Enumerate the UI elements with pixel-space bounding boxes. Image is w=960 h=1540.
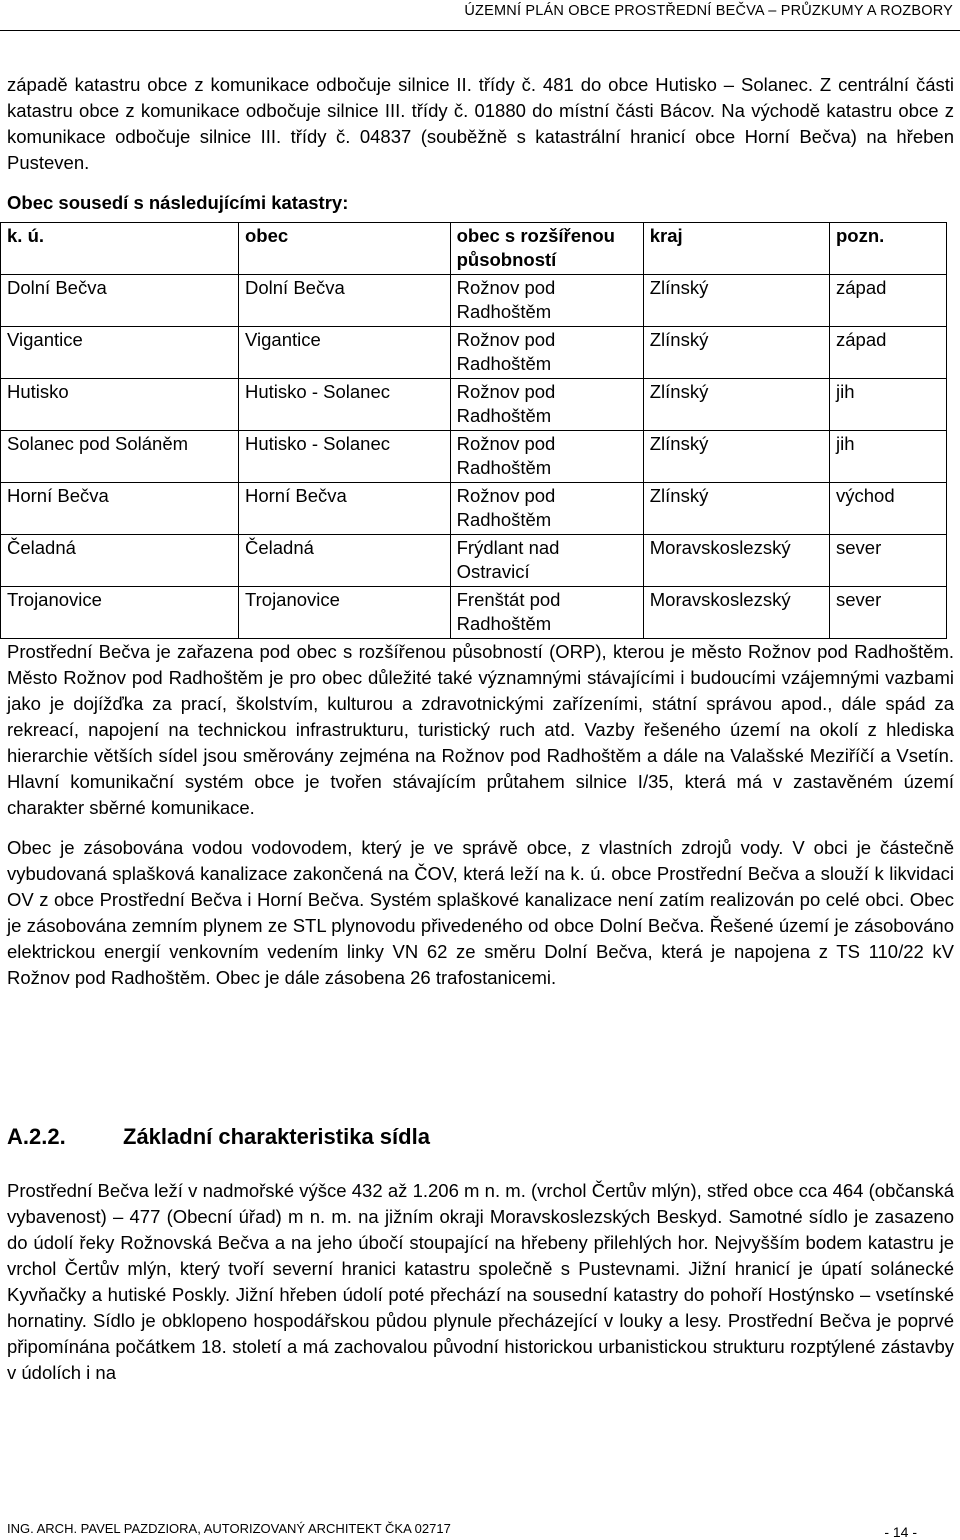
page-header: ÚZEMNÍ PLÁN OBCE PROSTŘEDNÍ BEČVA – PRŮZKUMY A ROZBORY [464, 3, 953, 19]
col-header-ku: k. ú. [1, 223, 239, 275]
table-row [1, 431, 947, 483]
cell-kraj: Zlínský [643, 379, 829, 431]
cell-orp: Rožnov pod Radhoštěm [450, 483, 643, 535]
page-footer: ING. ARCH. PAVEL PAZDZIORA, AUTORIZOVANÝ ARCHITEKT ČKA 02717 [7, 1521, 451, 1536]
cell-obec: Vigantice [239, 327, 451, 379]
cell-obec: Hutisko - Solanec [239, 431, 451, 483]
section-title: Základní charakteristika sídla [123, 1124, 430, 1149]
cell-obec: Dolní Bečva [239, 275, 451, 327]
col-header-kraj: kraj [643, 223, 829, 275]
orp-paragraph: Prostřední Bečva je zařazena pod obec s rozšířenou působností (ORP), kterou je město Rožnov pod Radhoštěm. Město Rožnov pod Radhoštěm je pro obec důležité také významnými stávajícími i budoucími vzájemnými vazbami jako je dojížďka za prací, školstvím, kulturou a zdravotnickými zařízeními, státní správou apod., dále spád za rekreací, napojení na technickou infrastrukturu, turistický ruch atd. Vazby řešeného území na okolí z hlediska hierarchie větších sídel jsou směrovány zejména na Rožnov pod Radhoštěm a dále na Valašské Meziříčí a Vsetín. Hlavní komunikační systém obce je tvořen stávajícím průtahem silnice I/35, která má v zastavěném území charakter sběrné komunikace. [7, 641, 954, 818]
cell-ku: Trojanovice [1, 587, 239, 639]
table-heading: Obec sousedí s následujícími katastry: [7, 192, 349, 213]
table-row [1, 379, 947, 431]
cell-ku: Hutisko [1, 379, 239, 431]
cell-pozn: sever [830, 587, 947, 639]
table-row [1, 535, 947, 587]
col-header-obec: obec [239, 223, 451, 275]
header-rule [0, 30, 960, 31]
page-content-top [7, 72, 954, 991]
settlement-paragraph: Prostřední Bečva leží v nadmořské výšce 432 až 1.206 m n. m. (vrchol Čertův mlýn), střed obce cca 464 (občanská vybavenost) – 477 (Obecní úřad) m n. m. na jižním okraji Moravskoslezských Beskyd. Samotné sídlo je zasazeno do údolí řeky Rožnovská Bečva a na jeho úbočí stoupající na hřebeny přilehlých hor. Nejvyšším bodem katastru je vrchol Čertův mlýn, který tvoří severní hranici katastru společně s Pustevnami. Jižní hranicí je úpatí solánecké Kyvňačky a hutiské Poskly. Jižní hřeben údolí poté přechází na sousední katastry do pohoří Hostýnsko – vsetínské hornatiny. Sídlo je obklopeno hospodářskou půdou plynule přecházející v louky a lesy. Prostřední Bečva je poprvé připomínána počátkem 18. století a má zachovalou původní historickou urbanistickou strukturu rozptýlené zástavby v údolích i na [7, 1180, 954, 1383]
cell-orp: Frenštát pod Radhoštěm [450, 587, 643, 639]
cell-kraj: Zlínský [643, 327, 829, 379]
cell-ku: Dolní Bečva [1, 275, 239, 327]
cell-pozn: jih [830, 431, 947, 483]
cell-pozn: západ [830, 327, 947, 379]
table-row [1, 327, 947, 379]
cell-obec: Hutisko - Solanec [239, 379, 451, 431]
cell-ku: Čeladná [1, 535, 239, 587]
cell-orp: Frýdlant nad Ostravicí [450, 535, 643, 587]
cell-kraj: Moravskoslezský [643, 535, 829, 587]
cell-orp: Rožnov pod Radhoštěm [450, 379, 643, 431]
cell-obec: Trojanovice [239, 587, 451, 639]
cell-ku: Horní Bečva [1, 483, 239, 535]
cell-orp: Rožnov pod Radhoštěm [450, 327, 643, 379]
cell-kraj: Zlínský [643, 431, 829, 483]
cell-orp: Rožnov pod Radhoštěm [450, 431, 643, 483]
cell-ku: Vigantice [1, 327, 239, 379]
page-content-bottom [7, 1178, 954, 1386]
cell-obec: Horní Bečva [239, 483, 451, 535]
cell-obec: Čeladná [239, 535, 451, 587]
cell-pozn: jih [830, 379, 947, 431]
cell-kraj: Zlínský [643, 483, 829, 535]
table-header-row [1, 223, 947, 275]
cell-kraj: Zlínský [643, 275, 829, 327]
cell-kraj: Moravskoslezský [643, 587, 829, 639]
infrastructure-paragraph: Obec je zásobována vodou vodovodem, který je ve správě obce, z vlastních zdrojů vody. V obci je částečně vybudovaná splašková kanalizace zakončená na ČOV, která leží na k. ú. obce Prostřední Bečva a slouží k likvidaci OV z obce Prostřední Bečva i Horní Bečva. Systém splaškové kanalizace není zatím realizován po celé obci. Obec je zásobována zemním plynem ze STL plynovodu přivedeného od obce Dolní Bečva. Řešené území je zásobováno elektrickou energií venkovním vedením linky VN 62 ze směru Dolní Bečva, která je napojena z TS 110/22 kV Rožnov pod Radhoštěm. Obec je dále zásobena 26 trafostanicemi. [7, 837, 954, 988]
intro-paragraph: západě katastru obce z komunikace odbočuje silnice II. třídy č. 481 do obce Hutisko – Solanec. Z centrální části katastru obce z komunikace odbočuje silnice III. třídy č. 01880 do místní části Bácov. Na východě katastru obce z komunikace odbočuje silnice III. třídy č. 04837 (souběžně s katastrální hranicí obce Horní Bečva) na hřeben Pusteven. [7, 74, 954, 173]
cell-pozn: západ [830, 275, 947, 327]
neighbouring-cadastres-table [0, 222, 947, 639]
section-heading [7, 1124, 430, 1150]
cell-orp: Rožnov pod Radhoštěm [450, 275, 643, 327]
cell-pozn: sever [830, 535, 947, 587]
cell-pozn: východ [830, 483, 947, 535]
table-row [1, 587, 947, 639]
table-row [1, 483, 947, 535]
page-number: - 14 - [884, 1524, 917, 1540]
col-header-pozn: pozn. [830, 223, 947, 275]
table-row [1, 275, 947, 327]
cell-ku: Solanec pod Soláněm [1, 431, 239, 483]
col-header-orp: obec s rozšířenou působností [450, 223, 643, 275]
section-number: A.2.2. [7, 1124, 66, 1149]
